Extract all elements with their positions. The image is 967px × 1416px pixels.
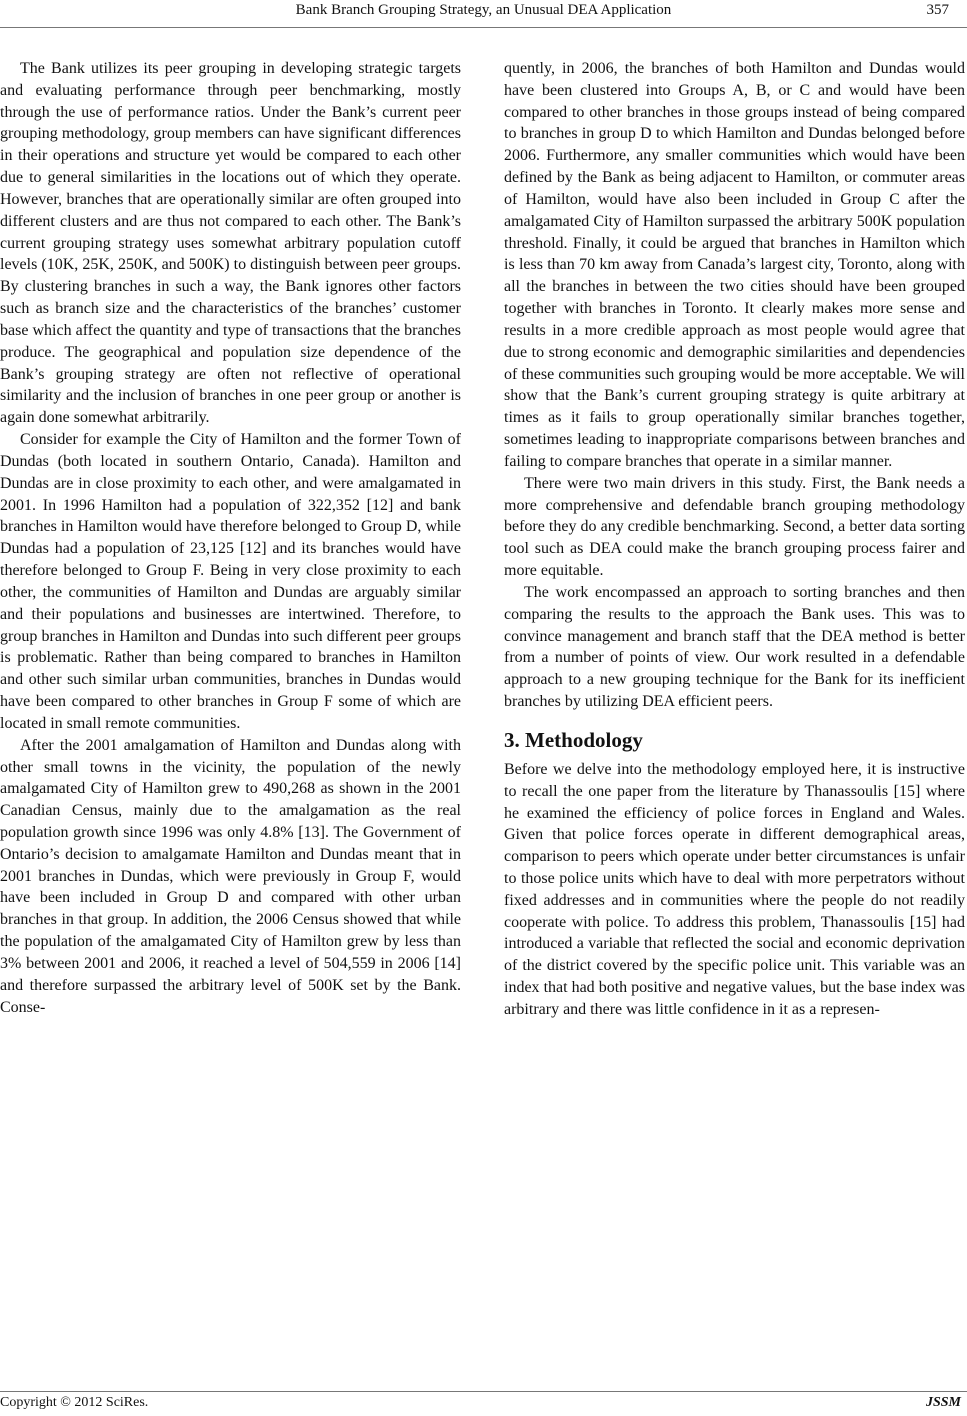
left-column (0, 58, 461, 1018)
paragraph: The work encompassed an approach to sorting branches and then comparing the results to the approach the Bank uses. This was to convince management and branch staff that the DEA method is better from a number of points of view. Our work resulted in a defendable approach to a new grouping technique for the Bank for its inefficient branches by utilizing DEA efficient peers. (504, 583, 965, 711)
paragraph: Consider for example the City of Hamilton and the former Town of Dundas (both located in southern Ontario, Canada). Hamilton and Dundas are in close proximity to each other, and were amalgamated in 2001. In 1996 Hamilton had a population of 322,352 [12] and bank branches in Hamilton would have therefore belonged to Group D, while Dundas had a population of 23,125 [12] and its branches would have therefore belonged to Group F. Being in very close proximity to each other, the communities of Hamilton and Dundas are arguably similar and their populations and businesses are intertwined. Therefore, to group branches in Hamilton and Dundas into such different peer groups is problematic. Rather than being compared to branches in Hamilton and other such similar urban communities, branches in Dundas would have been compared to other branches in Group F some of which are located in small remote communities. (0, 431, 461, 732)
paragraph: Before we delve into the methodology employed here, it is instructive to recall the one paper from the literature by Thanassoulis [15] where he examined the efficiency of police forces in England and Wales. Given that police forces operate in different demographical areas, comparison to peers which operate under better circumstances is unfair to those police units which have to deal with more perpetrators without fixed addresses and in communities where the people do not readily cooperate with police. To address this problem, Thanassoulis [15] had introduced a variable that reflected the social and economic deprivation of the district covered by the specific police unit. This variable was an index that had both positive and negative values, but the base index was arbitrary and there was little confidence in it as a represen- (504, 760, 965, 1018)
right-column (504, 58, 965, 1021)
footer-divider (0, 1391, 967, 1392)
copyright-notice: Copyright © 2012 SciRes. (0, 1395, 149, 1410)
paragraph: After the 2001 amalgamation of Hamilton and Dundas along with other small towns in the vicinity, the population of the newly amalgamated City of Hamilton grew to 490,268 as shown in the 2001 Canadian Census, mainly due to the amalgamation as the real population growth since 1996 was only 4.8% [13]. The Government of Ontario’s decision to amalgamate Hamilton and Dundas meant that in 2001 branches in Dundas, which were previously in Group F, would have been included in Group D and compared with other urban branches in that group. In addition, the 2006 Census showed that while the population of the amalgamated City of Hamilton grew by less than 3% between 2001 and 2006, it reached a level of 504,559 in 2006 [14] and therefore surpassed the arbitrary level of 500K set by the Bank. Conse- (0, 736, 461, 1016)
paragraph: The Bank utilizes its peer grouping in developing strategic targets and evaluating performance through peer benchmarking, mostly through the use of performance ratios. Under the Bank’s current peer grouping methodology, group members can have significant differences in their operations and structure yet would be compared to each other due to general similarities in the locations out of which they operate. However, branches that are operationally similar are often grouped into different clusters and are thus not compared to each other. The Bank’s current grouping strategy uses somewhat arbitrary population cutoff levels (10K, 25K, 250K, and 500K) to distinguish between peer groups. By clustering branches in such a way, the Bank ignores other factors such as branch size and the characteristics of the branches’ customer base which affect the quantity and type of transactions that the branches produce. The geographical and population size dependence of the Bank’s grouping strategy are often not reflective of operational similarity and the inclusion of branches in one peer group or another is again done somewhat arbitrarily. (0, 60, 461, 427)
page-number: 357 (926, 2, 949, 18)
header-divider (0, 27, 967, 28)
paragraph: quently, in 2006, the branches of both Hamilton and Dundas would have been clustered into Groups A, B, or C and would have been compared to other branches in those groups instead of being compared to branches in group D to which Hamilton and Dundas belonged before 2006. Furthermore, any smaller communities which would have been defined by the Bank as being adjacent to Hamilton, or commuter areas of Hamilton, would have also been included in Group C after the amalgamated City of Hamilton surpassed the arbitrary 500K population threshold. Finally, it could be argued that branches in Hamilton which is less than 70 km away from Canada’s largest city, Toronto, along with all the branches in between the two cities should have been grouped together with branches in Toronto. It clearly makes more sense and results in a more credible approach as most people would agree that due to strong economic and demographic similarities and dependencies of these communities such grouping would be more acceptable. We will show that the Bank’s current grouping strategy is quite arbitrary at times as it fails to group operationally similar branches together, sometimes leading to inappropriate comparisons between branches and failing to compare branches that operate in a similar manner. (504, 60, 965, 470)
paragraph: There were two main drivers in this study. First, the Bank needs a more comprehensive and defendable branch grouping methodology before they do any credible benchmarking. Second, a better data sorting tool such as DEA could make the branch grouping process fairer and more equitable. (504, 474, 965, 580)
running-title: Bank Branch Grouping Strategy, an Unusual DEA Application (295, 2, 672, 18)
page-header (0, 0, 967, 24)
journal-name: JSSM (925, 1395, 961, 1410)
section-heading: 3. Methodology (504, 727, 643, 752)
